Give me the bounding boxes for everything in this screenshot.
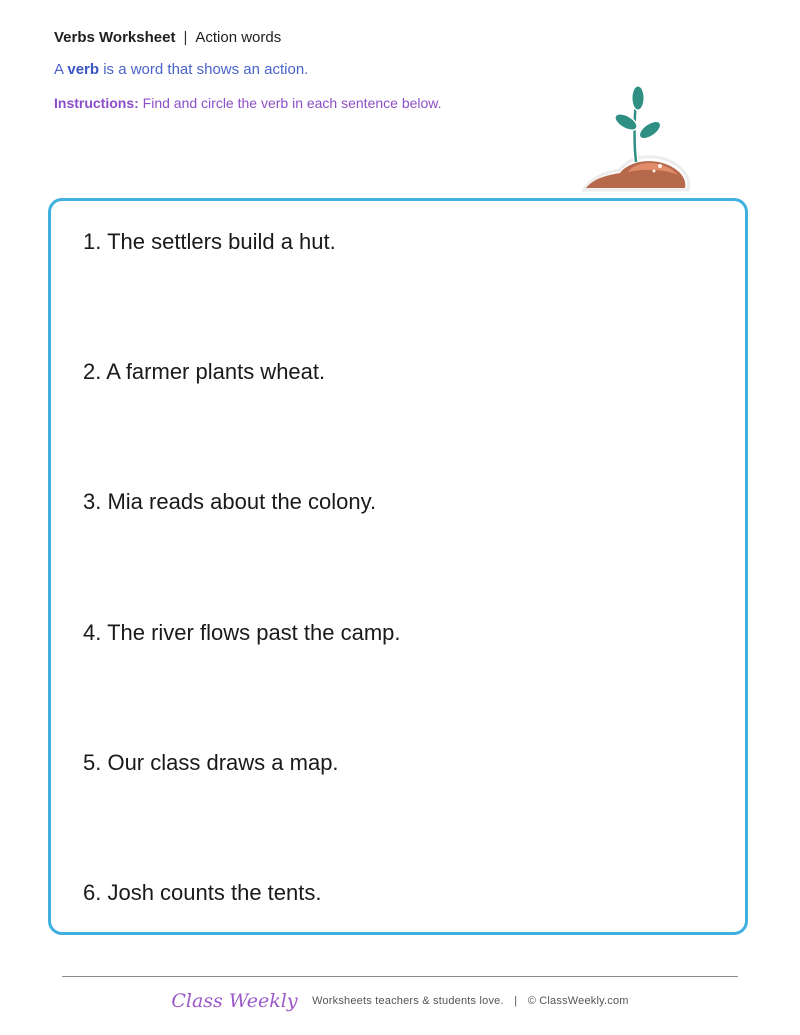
sentence-5[interactable]: 5. Our class draws a map. — [83, 750, 339, 775]
footer-copyright: © ClassWeekly.com — [527, 995, 629, 1007]
instructions-label: Instructions: — [54, 95, 139, 111]
footer-divider — [62, 976, 738, 977]
sprout-icon — [580, 80, 690, 195]
sentence-4[interactable]: 4. The river flows past the camp. — [83, 620, 401, 645]
definition-prefix: A — [54, 61, 64, 78]
footer — [0, 986, 800, 1016]
instructions-text: Find and circle the verb in each sentence below. — [142, 95, 442, 111]
title-separator: | — [183, 29, 188, 46]
verb-definition — [54, 60, 308, 80]
title-line — [54, 28, 281, 48]
sentences-box — [48, 198, 748, 935]
sentence-3[interactable]: 3. Mia reads about the colony. — [83, 489, 377, 514]
worksheet-header — [54, 28, 281, 48]
worksheet-title: Verbs Worksheet — [54, 29, 176, 46]
footer-tagline: Worksheets teachers & students love. — [312, 995, 504, 1007]
definition-keyword: verb — [67, 61, 100, 78]
worksheet-subtitle: Action words — [195, 29, 282, 46]
footer-divider-glyph: | — [514, 995, 518, 1007]
sentence-1[interactable]: 1. The settlers build a hut. — [83, 229, 336, 254]
instructions — [54, 93, 442, 113]
sentence-6[interactable]: 6. Josh counts the tents. — [83, 880, 322, 905]
brand-logo: Class Weekly — [171, 990, 298, 1012]
definition-suffix: is a word that shows an action. — [103, 61, 309, 78]
sentence-2[interactable]: 2. A farmer plants wheat. — [83, 359, 326, 384]
